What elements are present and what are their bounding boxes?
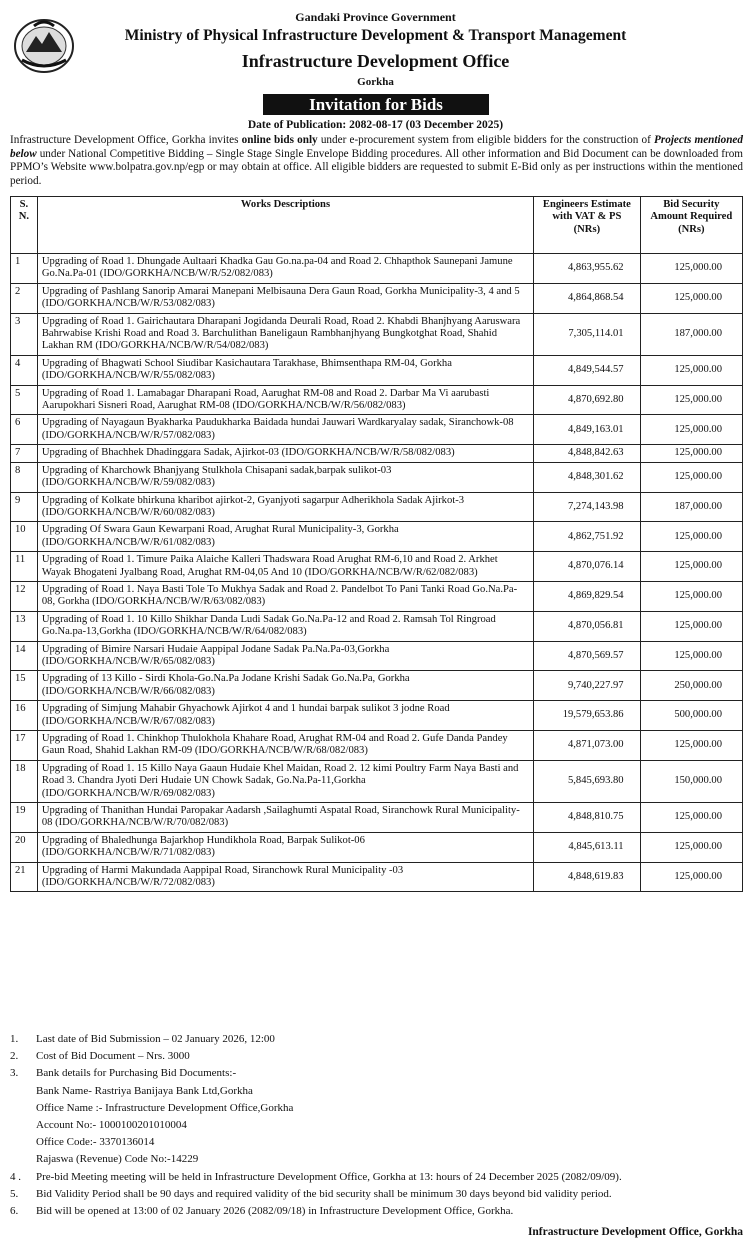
table-row bbox=[11, 760, 743, 802]
row-estimate: 7,274,143.98 bbox=[534, 492, 640, 522]
header-description: Works Descriptions bbox=[37, 197, 533, 254]
row-description: Upgrading of Bhaledhunga Bajarkhop Hundikhola Road, Barpak Sulikot-06 (IDO/GORKHA/NCB/W/R/71/082/083) bbox=[37, 832, 533, 862]
row-estimate: 4,864,868.54 bbox=[534, 283, 640, 313]
row-bid-security: 500,000.00 bbox=[640, 701, 742, 731]
row-sn: 6 bbox=[11, 415, 38, 445]
row-sn: 20 bbox=[11, 832, 38, 862]
table-row bbox=[11, 641, 743, 671]
row-sn: 1 bbox=[11, 254, 38, 284]
note-item: 5. Bid Validity Period shall be 90 days and required validity of the bid security shall be minimum 30 days beyond bid validity period. bbox=[10, 1187, 612, 1200]
bank-name: Bank Name- Rastriya Banijaya Bank Ltd,Gorkha bbox=[36, 1084, 253, 1097]
district-name: Gorkha bbox=[357, 76, 394, 88]
row-bid-security: 125,000.00 bbox=[640, 641, 742, 671]
row-bid-security: 125,000.00 bbox=[640, 254, 742, 284]
row-description: Upgrading of Pashlang Sanorip Amarai Manepani Melbisauna Dera Gaun Road, Gorkha Municipality-3, 4 and 5 (IDO/GORKHA/NCB/W/R/53/082/083) bbox=[37, 283, 533, 313]
row-sn: 18 bbox=[11, 760, 38, 802]
table-row bbox=[11, 701, 743, 731]
row-description: Upgrading of Thanithan Hundai Paropakar Aadarsh ,Sailaghumti Aspatal Road, Siranchowk Rural Municipality-08 (IDO/GORKHA/NCB/W/R/70/082/083) bbox=[37, 803, 533, 833]
row-sn: 3 bbox=[11, 313, 38, 355]
row-estimate: 4,848,301.62 bbox=[534, 462, 640, 492]
bank-account-number: Account No:- 1000100201010004 bbox=[36, 1119, 187, 1132]
row-sn: 9 bbox=[11, 492, 38, 522]
table-row bbox=[11, 415, 743, 445]
row-estimate: 4,848,810.75 bbox=[534, 803, 640, 833]
row-estimate: 4,863,955.62 bbox=[534, 254, 640, 284]
row-sn: 16 bbox=[11, 701, 38, 731]
row-bid-security: 125,000.00 bbox=[640, 803, 742, 833]
table-row bbox=[11, 862, 743, 892]
row-description: Upgrading of Road 1. Chinkhop Thulokhola Khahare Road, Arughat RM-04 and Road 2. Gufe Danda Pandey Gaun Road, Shahid Lakhan RM-09 (IDO/GORKHA/NCB/W/R/68/082/083) bbox=[37, 731, 533, 761]
works-table bbox=[10, 196, 743, 892]
row-estimate: 4,870,569.57 bbox=[534, 641, 640, 671]
row-bid-security: 125,000.00 bbox=[640, 445, 742, 462]
table-row bbox=[11, 313, 743, 355]
table-row bbox=[11, 462, 743, 492]
table-header-row bbox=[11, 197, 743, 254]
row-description: Upgrading of Simjung Mahabir Ghyachowk Ajirkot 4 and 1 hundai barpak sulikot 3 jodne Road (IDO/GORKHA/NCB/W/R/67/082/083) bbox=[37, 701, 533, 731]
intro-paragraph: Infrastructure Development Office, Gorkha invites online bids only under e-procurement system from eligible bidders for the construction of Projects mentioned below under National Competitive Bidding – Single Stage Single Envelope Bidding procedures. All other information and Bid Document can be downloaded from PPMO’s Website www.bolpatra.gov.np/egp or may obtain at office. All eligible bidders are requested to submit E-Bid only as per instructions within the mentioned period. bbox=[10, 134, 743, 187]
note-item: 2. Cost of Bid Document – Nrs. 3000 bbox=[10, 1050, 190, 1063]
row-estimate: 4,869,829.54 bbox=[534, 581, 640, 611]
row-sn: 15 bbox=[11, 671, 38, 701]
row-bid-security: 125,000.00 bbox=[640, 611, 742, 641]
row-bid-security: 125,000.00 bbox=[640, 832, 742, 862]
table-row bbox=[11, 611, 743, 641]
row-estimate: 4,848,842.63 bbox=[534, 445, 640, 462]
publication-date: Date of Publication: 2082-08-17 (03 December 2025) bbox=[247, 119, 504, 131]
ministry-name: Ministry of Physical Infrastructure Development & Transport Management bbox=[124, 27, 627, 44]
table-row bbox=[11, 492, 743, 522]
header-estimate: Engineers Estimate with VAT & PS (NRs) bbox=[534, 197, 640, 254]
row-bid-security: 125,000.00 bbox=[640, 283, 742, 313]
row-bid-security: 125,000.00 bbox=[640, 552, 742, 582]
row-bid-security: 187,000.00 bbox=[640, 492, 742, 522]
table-row bbox=[11, 445, 743, 462]
table-row bbox=[11, 552, 743, 582]
row-estimate: 4,849,544.57 bbox=[534, 355, 640, 385]
table-row bbox=[11, 254, 743, 284]
row-estimate: 19,579,653.86 bbox=[534, 701, 640, 731]
row-bid-security: 125,000.00 bbox=[640, 862, 742, 892]
row-sn: 2 bbox=[11, 283, 38, 313]
row-sn: 17 bbox=[11, 731, 38, 761]
table-row bbox=[11, 581, 743, 611]
office-name: Infrastructure Development Office bbox=[241, 51, 510, 71]
row-sn: 12 bbox=[11, 581, 38, 611]
row-bid-security: 125,000.00 bbox=[640, 522, 742, 552]
row-sn: 8 bbox=[11, 462, 38, 492]
row-estimate: 5,845,693.80 bbox=[534, 760, 640, 802]
table-row bbox=[11, 731, 743, 761]
row-estimate: 4,871,073.00 bbox=[534, 731, 640, 761]
row-bid-security: 250,000.00 bbox=[640, 671, 742, 701]
bank-office-code: Office Code:- 3370136014 bbox=[36, 1136, 155, 1149]
row-estimate: 7,305,114.01 bbox=[534, 313, 640, 355]
row-description: Upgrading of Road 1. Lamabagar Dharapani Road, Aarughat RM-08 and Road 2. Darbar Ma Vi aarubasti Aarupokhari Sisneri Road, Aarughat RM-08 (IDO/GORKHA/NCB/W/R/56/082/083) bbox=[37, 385, 533, 415]
row-sn: 19 bbox=[11, 803, 38, 833]
note-item: 3. Bank details for Purchasing Bid Documents:- bbox=[10, 1067, 237, 1080]
note-item: 1. Last date of Bid Submission – 02 January 2026, 12:00 bbox=[10, 1033, 275, 1045]
row-estimate: 9,740,227.97 bbox=[534, 671, 640, 701]
row-bid-security: 125,000.00 bbox=[640, 385, 742, 415]
row-bid-security: 125,000.00 bbox=[640, 462, 742, 492]
row-bid-security: 150,000.00 bbox=[640, 760, 742, 802]
row-estimate: 4,862,751.92 bbox=[534, 522, 640, 552]
table-row bbox=[11, 283, 743, 313]
table-row bbox=[11, 385, 743, 415]
row-estimate: 4,870,056.81 bbox=[534, 611, 640, 641]
table-row bbox=[11, 671, 743, 701]
row-description: Upgrading of Bhagwati School Siudibar Kasichautara Tarakhase, Bhimsenthapa RM-04, Gorkha (IDO/GORKHA/NCB/W/R/55/082/083) bbox=[37, 355, 533, 385]
row-estimate: 4,870,692.80 bbox=[534, 385, 640, 415]
note-item: 4 . Pre-bid Meeting meeting will be held in Infrastructure Development Office, Gorkha at 13: hours of 24 December 2025 (2082/09/09). bbox=[10, 1170, 622, 1183]
row-bid-security: 125,000.00 bbox=[640, 581, 742, 611]
row-bid-security: 125,000.00 bbox=[640, 731, 742, 761]
row-sn: 7 bbox=[11, 445, 38, 462]
row-description: Upgrading of Kharchowk Bhanjyang Stulkhola Chisapani sadak,barpak sulikot-03 (IDO/GORKHA/NCB/W/R/59/082/083) bbox=[37, 462, 533, 492]
note-item: 6. Bid will be opened at 13:00 of 02 January 2026 (2082/09/18) in Infrastructure Development Office, Gorkha. bbox=[10, 1205, 514, 1218]
row-description: Upgrading of Nayagaun Byakharka Paudukharka Baidada hundai Jauwari Wardkaryalay sadak, Siranchowk-08 (IDO/GORKHA/NCB/W/R/57/082/083) bbox=[37, 415, 533, 445]
table-row bbox=[11, 355, 743, 385]
row-estimate: 4,848,619.83 bbox=[534, 862, 640, 892]
header-sn: S. N. bbox=[11, 197, 38, 254]
row-description: Upgrading of Bhachhek Dhadinggara Sadak, Ajirkot-03 (IDO/GORKHA/NCB/W/R/58/082/083) bbox=[37, 445, 533, 462]
row-description: Upgrading of Kolkate bhirkuna kharibot ajirkot-2, Gyanjyoti sagarpur Adherikhola Sadak Ajirkot-3 (IDO/GORKHA/NCB/W/R/60/082/083) bbox=[37, 492, 533, 522]
table-row bbox=[11, 803, 743, 833]
row-bid-security: 125,000.00 bbox=[640, 355, 742, 385]
row-sn: 10 bbox=[11, 522, 38, 552]
signature-office: Infrastructure Development Office, Gorkha bbox=[527, 1226, 743, 1238]
header-bid-security: Bid Security Amount Required (NRs) bbox=[640, 197, 742, 254]
row-sn: 13 bbox=[11, 611, 38, 641]
bank-revenue-code: Rajaswa (Revenue) Code No:-14229 bbox=[36, 1153, 199, 1166]
row-estimate: 4,870,076.14 bbox=[534, 552, 640, 582]
row-description: Upgrading of Road 1. Naya Basti Tole To Mukhya Sadak and Road 2. Pandelbot To Pani Tanki Road Go.Na.Pa-08, Gorkha (IDO/GORKHA/NCB/W/R/63/082/083) bbox=[37, 581, 533, 611]
table-row bbox=[11, 832, 743, 862]
notes-list bbox=[10, 1031, 743, 1220]
invitation-banner: Invitation for Bids bbox=[263, 94, 489, 115]
government-name: Gandaki Province Government bbox=[295, 10, 456, 24]
row-description: Upgrading of Road 1. Gairichautara Dharapani Jogidanda Deurali Road, Road 2. Khabdi Bhanjhyang Aaruswara Bahrwabise Krishi Road and Road 3. Barchulithan Baneligaun Rambhanjhyang Bungkotghat Road, Shahid Lakhan RM (IDO/GORKHA/NCB/W/R/54/082/083) bbox=[37, 313, 533, 355]
row-description: Upgrading of Bimire Narsari Hudaie Aappipal Jodane Sadak Pa.Na.Pa-03,Gorkha (IDO/GORKHA/NCB/W/R/65/082/083) bbox=[37, 641, 533, 671]
row-description: Upgrading of Road 1. 15 Killo Naya Gaaun Hudaie Khel Maidan, Road 2. 12 kimi Poultry Farm Naya Basti and Road 3. Chandra Jyoti Deri Hudaie UN Chowk Sadak, Go.Na.Pa-11,Gorkha (IDO/GORKHA/NCB/W/R/69/082/083) bbox=[37, 760, 533, 802]
bank-office-name: Office Name :- Infrastructure Development Office,Gorkha bbox=[36, 1101, 294, 1114]
row-description: Upgrading of Road 1. Dhungade Aultaari Khadka Gau Go.na.pa-04 and Road 2. Chhapthok Saunepani Jamune Go.Na.Pa-01 (IDO/GORKHA/NCB/W/R/52/082/083) bbox=[37, 254, 533, 284]
row-description: Upgrading of 13 Killo - Sirdi Khola-Go.Na.Pa Jodane Krishi Sadak Go.Na.Pa, Gorkha (IDO/GORKHA/NCB/W/R/66/082/083) bbox=[37, 671, 533, 701]
row-sn: 21 bbox=[11, 862, 38, 892]
row-sn: 5 bbox=[11, 385, 38, 415]
row-estimate: 4,845,613.11 bbox=[534, 832, 640, 862]
row-bid-security: 125,000.00 bbox=[640, 415, 742, 445]
row-description: Upgrading Of Swara Gaun Kewarpani Road, Arughat Rural Municipality-3, Gorkha (IDO/GORKHA/NCB/W/R/61/082/083) bbox=[37, 522, 533, 552]
row-estimate: 4,849,163.01 bbox=[534, 415, 640, 445]
row-sn: 11 bbox=[11, 552, 38, 582]
row-bid-security: 187,000.00 bbox=[640, 313, 742, 355]
row-description: Upgrading of Road 1. 10 Killo Shikhar Danda Ludi Sadak Go.Na.Pa-12 and Road 2. Ramsah Tol Ringroad Go.Na.pa-13,Gorkha (IDO/GORKHA/NCB/W/R/64/082/083) bbox=[37, 611, 533, 641]
row-sn: 14 bbox=[11, 641, 38, 671]
table-row bbox=[11, 522, 743, 552]
row-description: Upgrading of Harmi Makundada Aappipal Road, Siranchowk Rural Municipality -03 (IDO/GORKHA/NCB/W/R/72/082/083) bbox=[37, 862, 533, 892]
row-sn: 4 bbox=[11, 355, 38, 385]
row-description: Upgrading of Road 1. Timure Paika Alaiche Kalleri Thadswara Road Arughat RM-6,10 and Road 2. Arkhet Wayak Bhogateni Jyalbang Road, Arughat RM-04,05 And 10 (IDO/GORKHA/NCB/W/R/62/082/083) bbox=[37, 552, 533, 582]
